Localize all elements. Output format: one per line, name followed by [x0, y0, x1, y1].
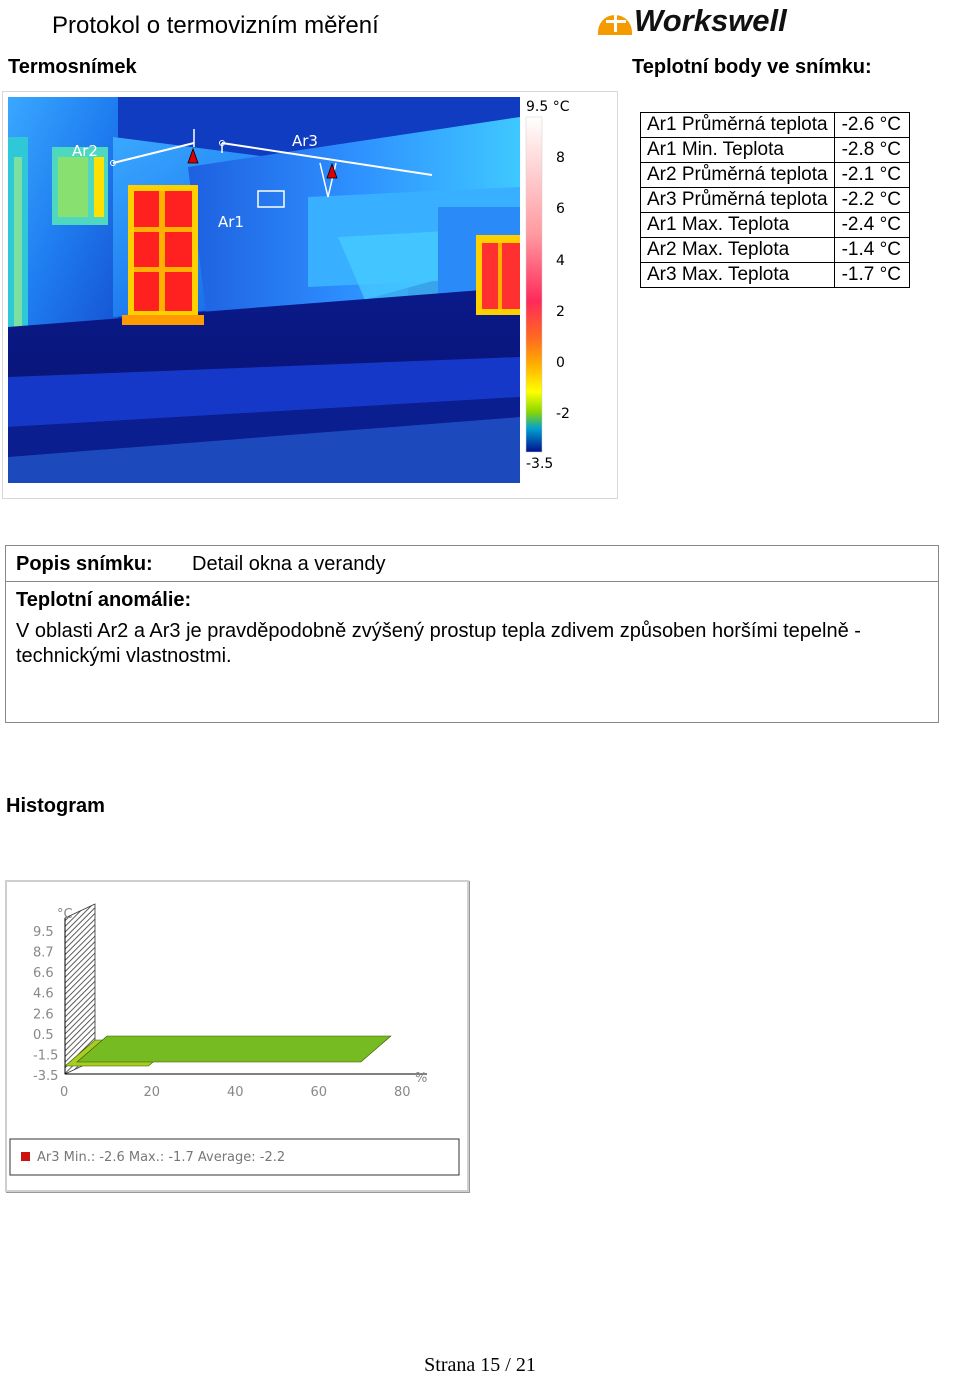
svg-text:Workswell: Workswell: [634, 3, 787, 38]
x-tick-label: 20: [143, 1085, 161, 1100]
x-tick-label: 80: [394, 1085, 411, 1100]
description-label: Popis snímku:: [16, 553, 153, 575]
table-row: [641, 138, 910, 163]
document-title: Protokol o termovizním měření: [52, 12, 379, 39]
workswell-logo: [596, 2, 851, 38]
thermogram-heading: Termosnímek: [8, 56, 137, 78]
point-label: Ar3 Průměrná teplota: [641, 188, 835, 213]
svg-text:6: 6: [556, 201, 565, 217]
page-number: Strana 15 / 21: [424, 1354, 536, 1376]
points-heading: Teplotní body ve snímku:: [632, 56, 872, 78]
point-label: Ar1 Průměrná teplota: [641, 113, 835, 138]
point-label: Ar1 Max. Teplota: [641, 213, 835, 238]
svg-text:2: 2: [556, 304, 565, 320]
point-value: -2.1 °C: [834, 163, 909, 188]
y-tick-label: 4.6: [33, 986, 54, 1002]
description-row: [6, 546, 938, 582]
point-value: -2.4 °C: [834, 213, 909, 238]
histogram-heading: Histogram: [6, 795, 105, 817]
table-row: [641, 188, 910, 213]
temperature-table: [640, 112, 910, 288]
y-tick-label: 0.5: [33, 1027, 54, 1043]
point-label: Ar3 Max. Teplota: [641, 263, 835, 288]
svg-text:0: 0: [556, 355, 565, 371]
point-label: Ar2 Max. Teplota: [641, 238, 835, 263]
svg-text:-2: -2: [556, 406, 570, 422]
table-row: [641, 263, 910, 288]
y-tick-label: 2.6: [33, 1007, 54, 1023]
y-axis-label: °C: [57, 907, 73, 922]
svg-text:8: 8: [556, 150, 565, 166]
point-label: Ar2 Průměrná teplota: [641, 163, 835, 188]
y-tick-label: 8.7: [33, 945, 54, 961]
table-row: [641, 213, 910, 238]
table-row: [641, 113, 910, 138]
point-value: -2.8 °C: [834, 138, 909, 163]
y-tick-label: 9.5: [33, 925, 54, 940]
x-tick-label: 60: [310, 1085, 328, 1100]
scale-max-label: 9.5 °C: [526, 99, 570, 115]
legend-label: Ar3 Min.: -2.6 Max.: -1.7 Average: -2.2: [37, 1150, 286, 1165]
svg-text:4: 4: [556, 253, 565, 269]
point-value: -2.2 °C: [834, 188, 909, 213]
svg-text:Ar2: Ar2: [72, 142, 98, 160]
svg-text:Ar1: Ar1: [218, 213, 244, 231]
y-tick-label: -3.5: [33, 1069, 59, 1084]
table-row: [641, 163, 910, 188]
scale-min-label: -3.5: [526, 456, 554, 472]
histogram-bar: [77, 1036, 391, 1062]
thermal-image: [8, 97, 520, 483]
table-row: [641, 238, 910, 263]
temperature-scale: [520, 95, 612, 479]
legend-swatch: [21, 1152, 30, 1161]
svg-text:Ar3: Ar3: [292, 132, 318, 150]
y-tick-label: -1.5: [33, 1048, 59, 1064]
x-tick-label: 40: [227, 1085, 244, 1100]
x-tick-label: 0: [60, 1085, 69, 1100]
y-tick-label: 6.6: [33, 966, 54, 982]
x-axis-label: %: [415, 1071, 428, 1086]
description-box: [5, 545, 939, 723]
point-value: -2.6 °C: [834, 113, 909, 138]
description-value: Detail okna a verandy: [192, 553, 386, 575]
point-label: Ar1 Min. Teplota: [641, 138, 835, 163]
histogram-chart: [7, 882, 465, 1188]
point-value: -1.4 °C: [834, 238, 909, 263]
point-value: -1.7 °C: [834, 263, 909, 288]
anomaly-label: Teplotní anomálie:: [16, 589, 192, 611]
anomaly-text: V oblasti Ar2 a Ar3 je pravděpodobně zvýšený prostup tepla zdivem způsoben horšími tepelně - technickými vlastnostmi.: [16, 620, 861, 667]
